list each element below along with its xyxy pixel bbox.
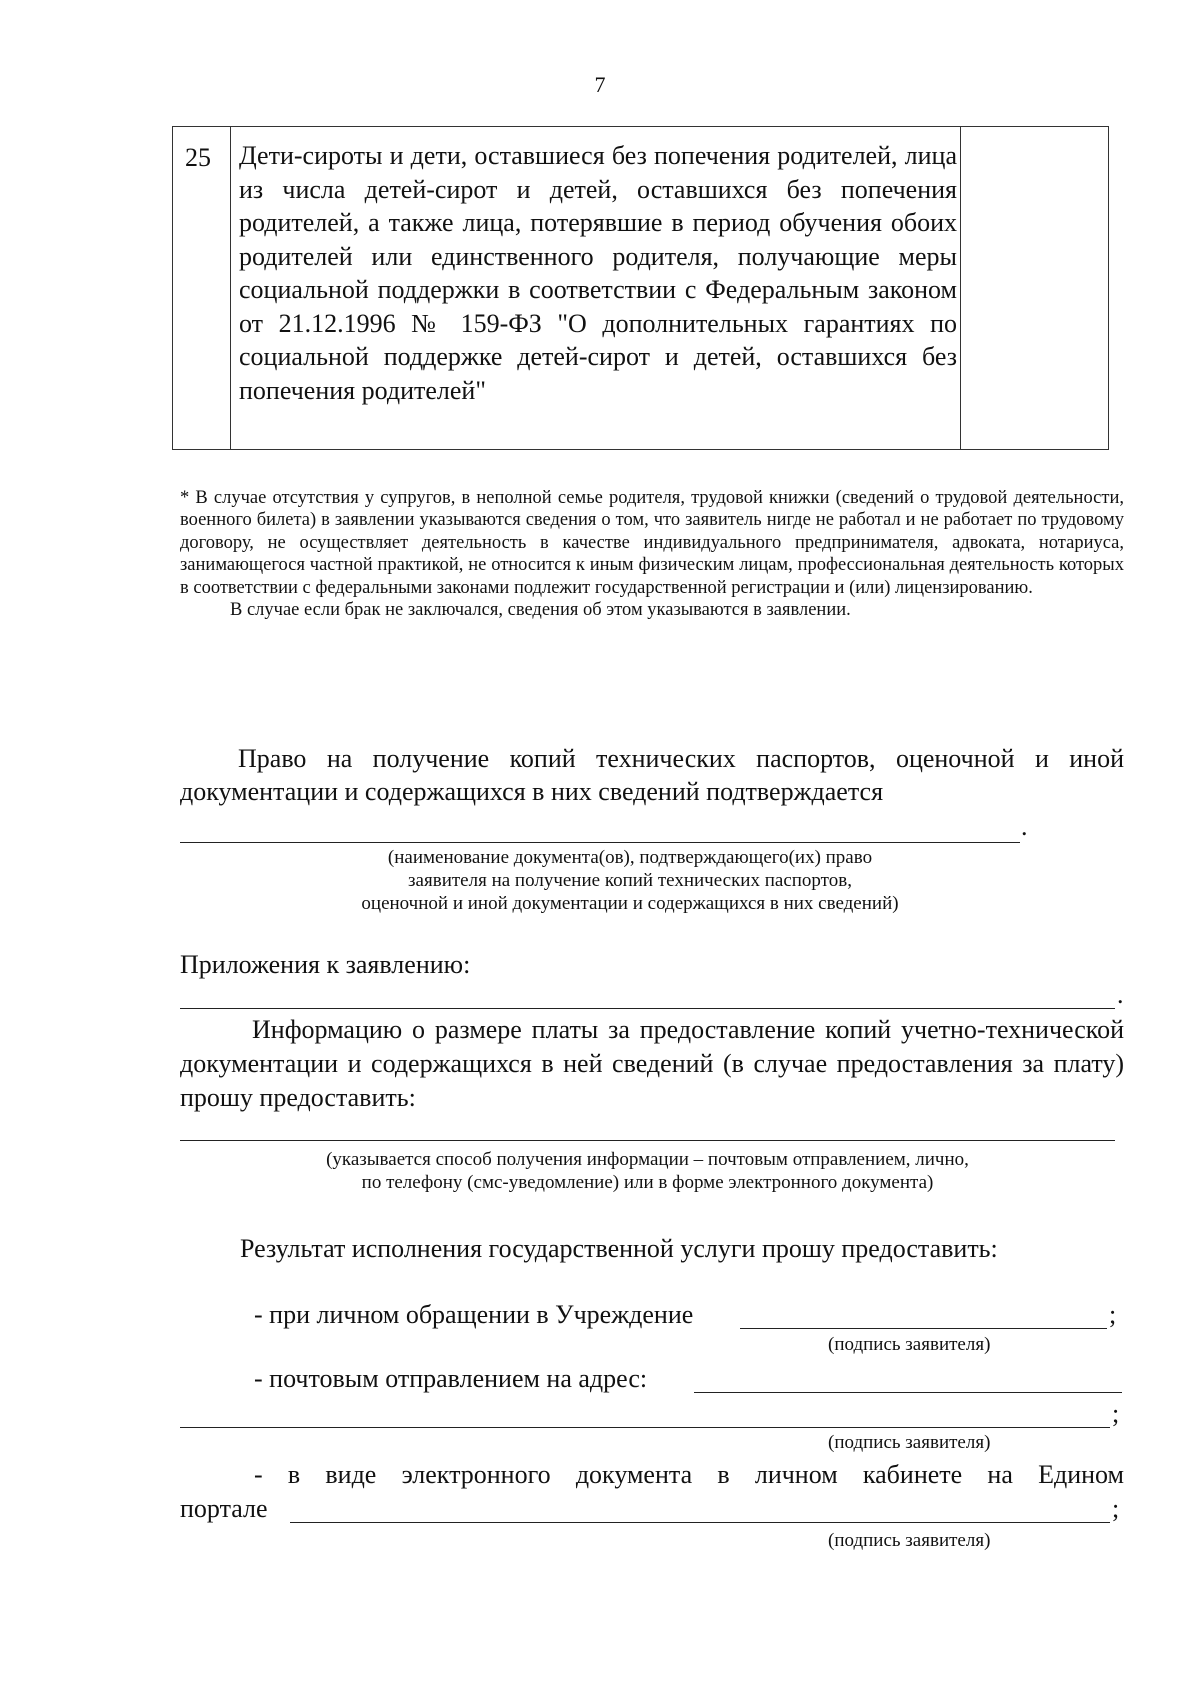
portal-signature-field[interactable] [290, 1522, 1110, 1523]
attachments-label: Приложения к заявлению: [180, 950, 471, 979]
option-portal-end: ; [1112, 1494, 1120, 1523]
option-mail: - почтовым отправлением на адрес: [254, 1364, 648, 1393]
mail-address-field-2[interactable] [180, 1427, 1110, 1428]
right-confirmation-text: Право на получение копий технических паспортов, оценочной и иной документации и содержащихся в них сведений подтверждается [180, 744, 1124, 806]
option-mail-end: ; [1112, 1399, 1120, 1428]
fee-info-field[interactable] [180, 1140, 1115, 1141]
footnote-paragraph-1: * В случае отсутствия у супругов, в неполной семье родителя, трудовой книжки (сведений о трудовой деятельности, военного билета) в заявлении указываются сведения о том, что заявитель нигде не работал и не работает по трудовому договору, не осуществляет деятельность в качестве индивидуального предпринимателя, адвоката, нотариуса, занимающегося частной практикой, не относится к иным физическим лицам, профессиональная деятельность которых в соответствии с федеральными законами подлежит государственной регистрации и (или) лицензированию. [180, 488, 1124, 598]
fee-info-caption: (указывается способ получения информации – почтовым отправлением, лично, по телефону (смс-уведомление) или в форме электронного документа) [326, 1149, 969, 1193]
personal-signature-field[interactable] [740, 1328, 1107, 1329]
row-text: Дети-сироты и дети, оставшиеся без попечения родителей, лица из числа детей-сирот и детей, оставшихся без попечения родителей, а также лица, потерявшие в период обучения обоих родителей или единственного родителя, получающие меры социальной поддержки в соответствии с Федеральным законом от 21.12.1996 № 159-ФЗ "О дополнительных гарантиях по социальной поддержке детей-сирот и детей, оставшихся без попечения родителей" [239, 141, 957, 405]
mail-address-field-1[interactable] [694, 1392, 1122, 1393]
option-portal-line1: - в виде электронного документа в личном кабинете на Едином [254, 1460, 1124, 1489]
table-value-cell[interactable] [960, 127, 1108, 449]
option-personal-end: ; [1109, 1300, 1117, 1329]
attachments-line-end: . [1117, 980, 1124, 1009]
option-portal-line2: портале [180, 1494, 268, 1523]
option-personal: - при личном обращении в Учреждение [254, 1300, 694, 1329]
right-document-field[interactable] [180, 842, 1020, 843]
result-heading: Результат исполнения государственной услуги прошу предоставить: [240, 1234, 998, 1263]
footnote-paragraph-2: В случае если брак не заключался, сведения об этом указываются в заявлении. [230, 600, 851, 621]
row-number: 25 [185, 143, 211, 172]
signature-caption-1: (подпись заявителя) [828, 1334, 991, 1355]
right-line-end: . [1021, 812, 1028, 841]
attachments-field[interactable] [180, 1008, 1115, 1009]
category-table [172, 126, 1109, 450]
page-number: 7 [594, 72, 606, 97]
signature-caption-3: (подпись заявителя) [828, 1530, 991, 1551]
right-caption: (наименование документа(ов), подтверждающего(их) право заявителя на получение копий технических паспортов, оценочной и иной документации и содержащихся в них сведений) [361, 847, 899, 914]
footnote [180, 487, 1124, 621]
signature-caption-2: (подпись заявителя) [828, 1432, 991, 1453]
table-number-cell [173, 127, 231, 449]
fee-info-text: Информацию о размере платы за предоставление копий учетно-технической документации и содержащихся в ней сведений (в случае предоставления за плату) прошу предоставить: [180, 1015, 1124, 1112]
